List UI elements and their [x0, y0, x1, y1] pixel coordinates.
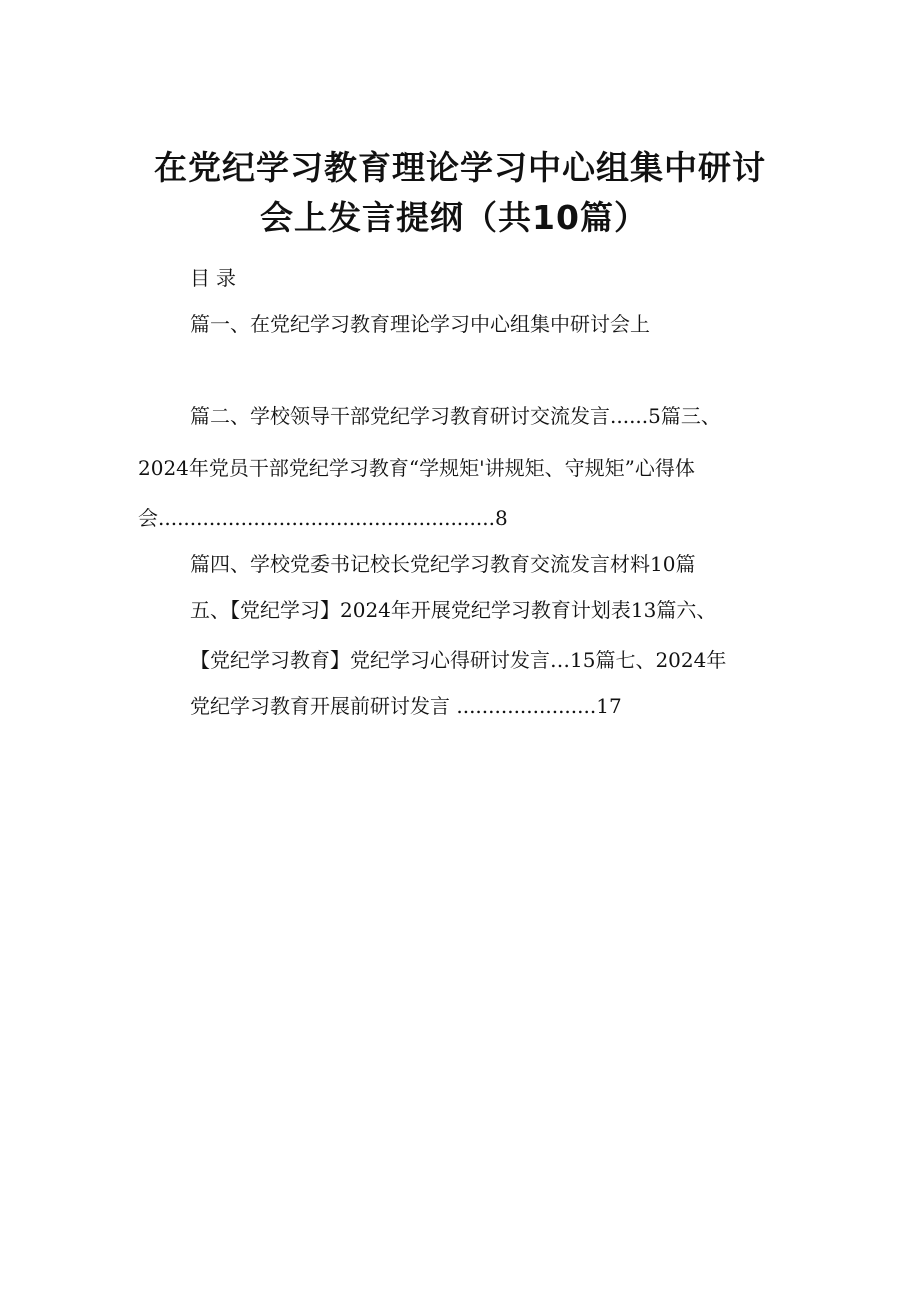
toc-entry-7: 党纪学习教育开展前研讨发言 ......................17: [190, 694, 622, 718]
toc-entry-3: 2024年党员干部党纪学习教育“学规矩'讲规矩、守规矩”心得体: [138, 456, 695, 480]
document-title-line-2: 会上发言提纲（共10篇）: [260, 198, 648, 237]
toc-entry-3-cont: 会.....................................................8: [138, 506, 508, 530]
toc-entry-5: 五、【党纪学习】2024年开展党纪学习教育计划表13篇六、: [190, 598, 717, 622]
toc-entry-6: 【党纪学习教育】党纪学习心得研讨发言…15篇七、2024年: [190, 648, 727, 672]
toc-entry-2: 篇二、学校领导干部党纪学习教育研讨交流发言......5篇三、: [190, 404, 721, 428]
toc-heading: 目录: [190, 266, 242, 290]
toc-entry-1: 篇一、在党纪学习教育理论学习中心组集中研讨会上: [190, 312, 650, 336]
document-title-line-1: 在党纪学习教育理论学习中心组集中研讨: [154, 148, 766, 187]
toc-entry-4: 篇四、学校党委书记校长党纪学习教育交流发言材料10篇: [190, 552, 696, 576]
